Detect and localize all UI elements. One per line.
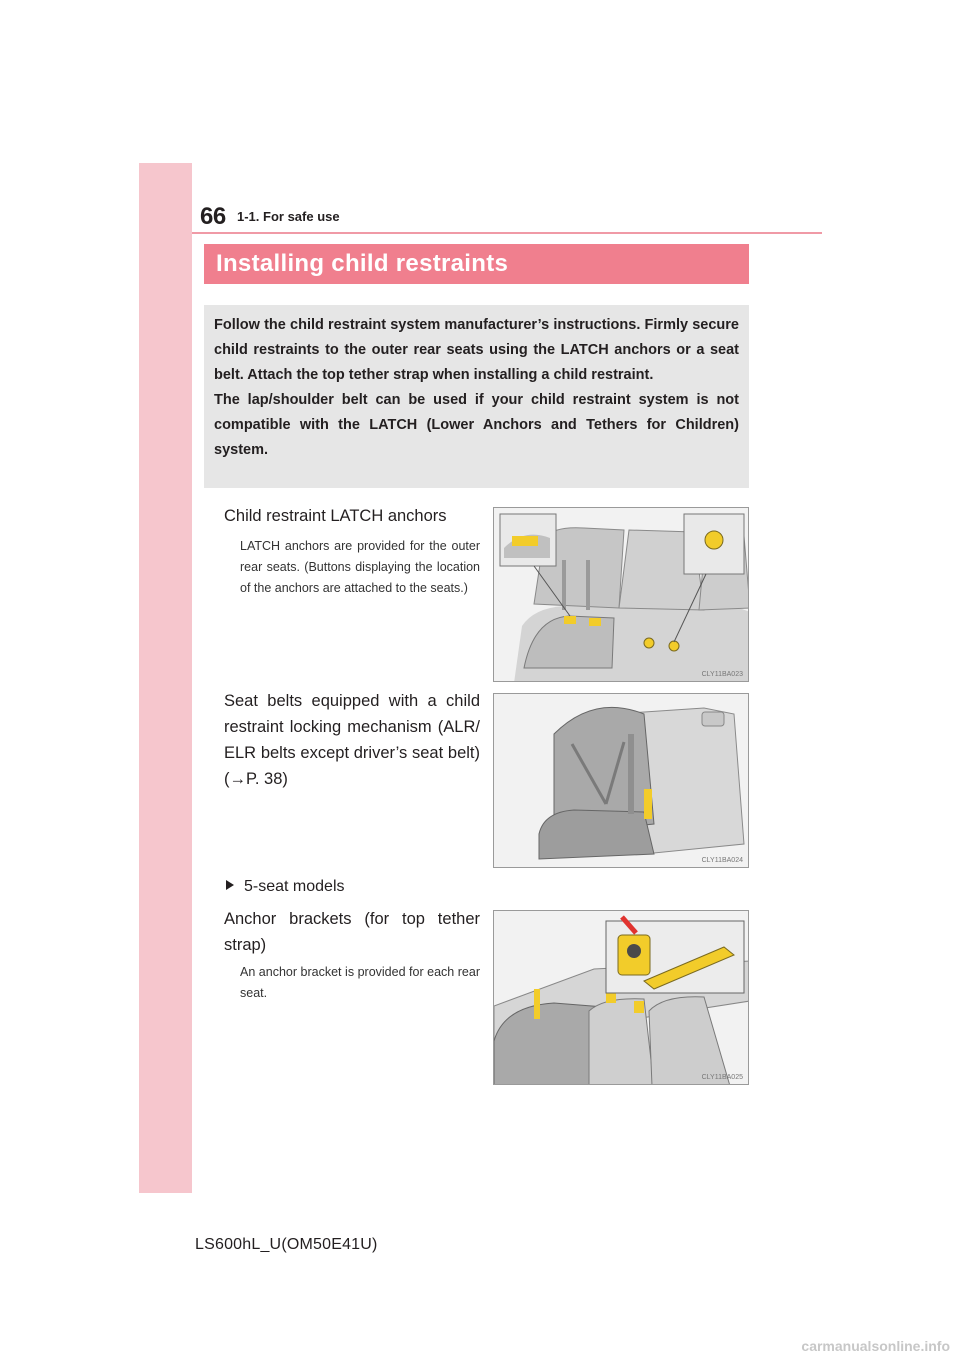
triangle-right-icon [226, 880, 234, 890]
figure-code: CLY11BA025 [701, 1074, 743, 1081]
page-number: 66 [200, 203, 226, 230]
footer-model-code: LS600hL_U(OM50E41U) [195, 1236, 378, 1253]
seat-belt-figure [493, 693, 749, 868]
intro-paragraph-2: The lap/shoulder belt can be used if your child restraint system is not compatible with the LATCH (Lower Anchors and Tethers for Children) system. [214, 392, 739, 458]
intro-box [204, 305, 749, 488]
anchor-bracket-illustration [494, 911, 749, 1085]
child-seat-belt-illustration [494, 694, 749, 868]
side-band [139, 163, 192, 1193]
anchor-brackets-heading: Anchor brackets (for top tether strap) [224, 910, 480, 954]
intro-paragraph-1: Follow the child restraint system manufacturer’s instructions. Firmly secure child restraints to the outer rear seats using the LATCH anchors or a seat belt. Attach the top tether strap when installing a child restraint. [214, 317, 739, 383]
figure-code: CLY11BA023 [701, 671, 743, 678]
latch-anchors-figure [493, 507, 749, 682]
seat-belt-alr-elr-heading: Seat belts equipped with a child restraint locking mechanism (ALR/ ELR belts except driver’s seat belt) (→P. 38) [224, 692, 480, 788]
section-label: 1-1. For safe use [237, 209, 340, 224]
five-seat-models-label [224, 876, 345, 898]
five-seat-models-text: 5-seat models [244, 878, 345, 895]
anchor-brackets-figure [493, 910, 749, 1085]
watermark: carmanualsonline.info [801, 1338, 950, 1354]
header-rule [192, 232, 822, 234]
rear-seat-illustration [494, 508, 749, 682]
anchor-brackets-description: An anchor bracket is provided for each rear seat. [240, 965, 480, 1000]
latch-anchors-description: LATCH anchors are provided for the outer rear seats. (Buttons displaying the location of the anchors are attached to the seats.) [240, 539, 480, 595]
latch-anchors-heading: Child restraint LATCH anchors [224, 507, 447, 525]
figure-code: CLY11BA024 [701, 857, 743, 864]
page-title: Installing child restraints [204, 244, 749, 284]
